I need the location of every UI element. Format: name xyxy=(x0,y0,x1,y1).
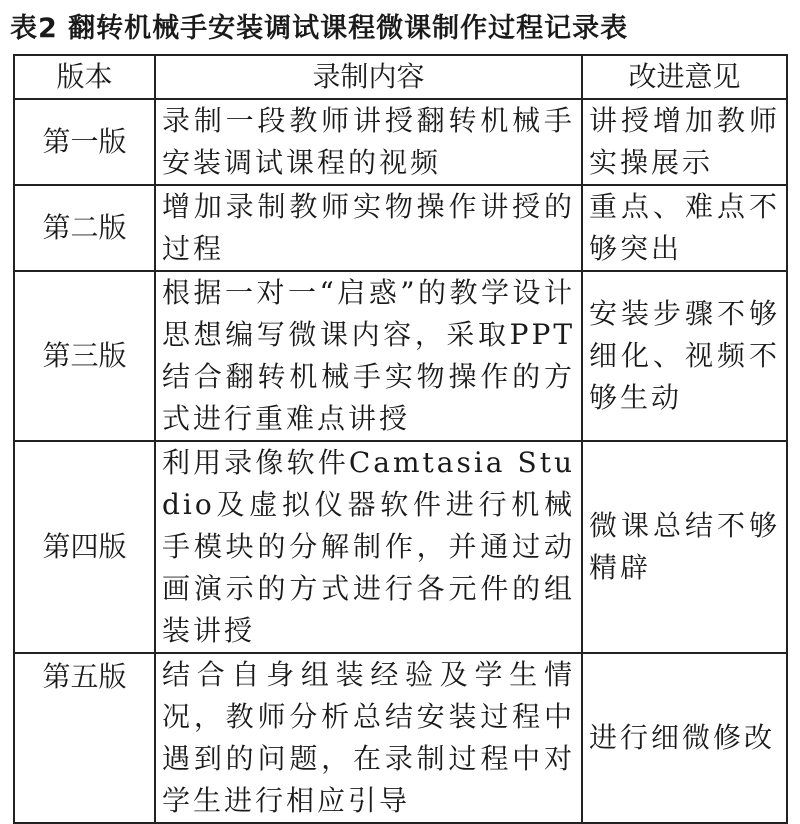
content-cell: 根据一对一“启惑”的教学设计思想编写微课内容，采取PPT结合翻转机械手实物操作的方式进行重难点讲授 xyxy=(155,271,582,441)
version-cell: 第五版 xyxy=(14,653,155,823)
note-cell: 微课总结不够精辟 xyxy=(582,441,787,653)
header-note: 改进意见 xyxy=(582,55,787,99)
table-row xyxy=(14,271,787,441)
version-cell: 第二版 xyxy=(14,185,155,271)
version-cell: 第三版 xyxy=(14,271,155,441)
note-cell: 讲授增加教师实操展示 xyxy=(582,99,787,185)
content-cell: 录制一段教师讲授翻转机械手安装调试课程的视频 xyxy=(155,99,582,185)
note-cell: 进行细微修改 xyxy=(582,653,787,823)
record-table xyxy=(13,54,788,824)
version-cell: 第四版 xyxy=(14,441,155,653)
content-cell: 结合自身组装经验及学生情况，教师分析总结安装过程中遇到的问题，在录制过程中对学生进行相应引导 xyxy=(155,653,582,823)
header-content: 录制内容 xyxy=(155,55,582,99)
table-title: 表2 翻转机械手安装调试课程微课制作过程记录表 xyxy=(10,13,629,44)
table-row xyxy=(14,185,787,271)
table-row xyxy=(14,441,787,653)
content-cell: 利用录像软件Camtasia Studio及虚拟仪器软件进行机械手模块的分解制作，并通过动画演示的方式进行各元件的组装讲授 xyxy=(155,441,582,653)
table-row xyxy=(14,653,787,823)
table-row xyxy=(14,99,787,185)
header-version: 版本 xyxy=(14,55,155,99)
content-cell: 增加录制教师实物操作讲授的过程 xyxy=(155,185,582,271)
note-cell: 重点、难点不够突出 xyxy=(582,185,787,271)
header-row xyxy=(14,55,787,99)
note-cell: 安装步骤不够细化、视频不够生动 xyxy=(582,271,787,441)
version-cell: 第一版 xyxy=(14,99,155,185)
